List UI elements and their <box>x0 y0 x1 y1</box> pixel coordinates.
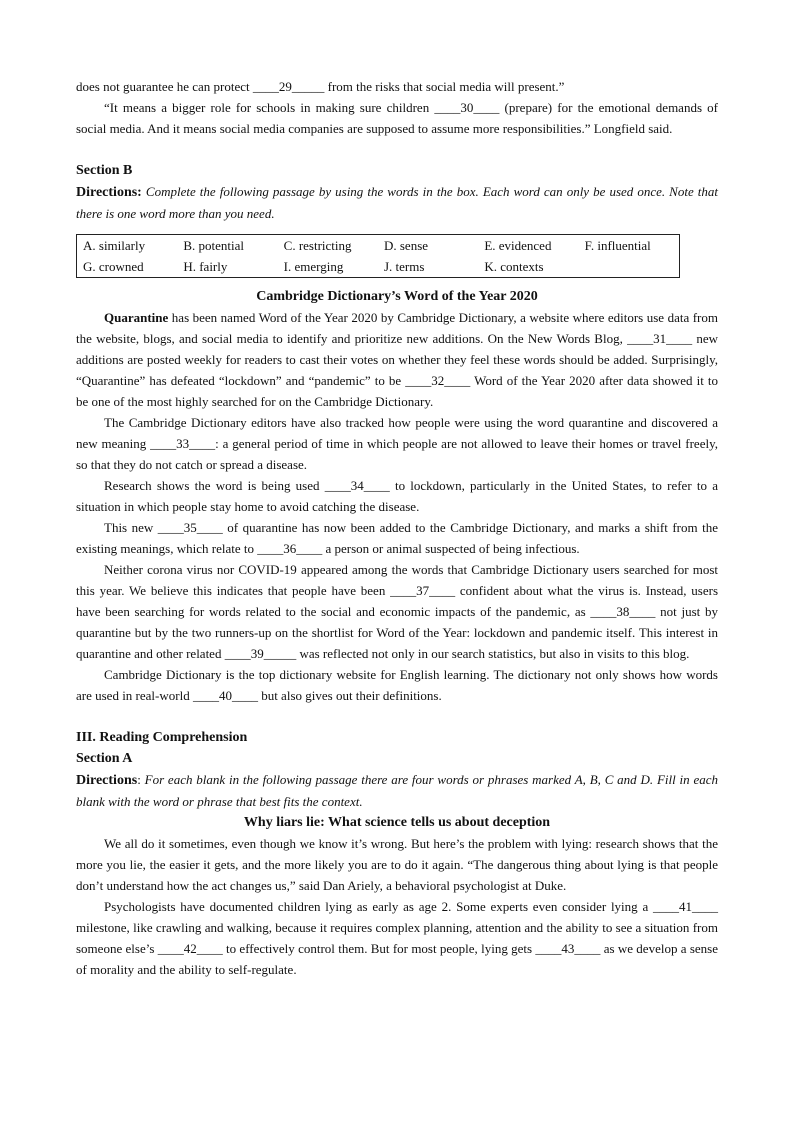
passage-paragraph-3: Research shows the word is being used ____34____ to lockdown, particularly in the United States, to refer to a situation in which people stay home to avoid catching the disease. <box>76 478 718 514</box>
reading-title: Why liars lie: What science tells us about deception <box>243 815 551 830</box>
top-paragraph-2: “It means a bigger role for schools in making sure children ____30____ (prepare) for the emotional demands of social media. And it means social media companies are supposed to assume more responsibilities.” Longfield said. <box>76 100 718 136</box>
word-option-g: G. crowned <box>83 259 144 274</box>
passage-paragraph-1-text: has been named Word of the Year 2020 by Cambridge Dictionary, a website where editors use data from the website, blogs, and social media to identify and prioritize new additions. On the New Words Blog, ____31____ new additions are posted weekly for readers to cast their votes on whether they feel these words should be added. Surprisingly, “Quarantine” has defeated “lockdown” and “pandemic” to be ____32____ Word of the Year 2020 after data showed it to be one of the most highly searched for on the Cambridge Dictionary. <box>76 310 718 409</box>
reading-directions-colon: : <box>137 772 145 787</box>
word-option-e: E. evidenced <box>484 238 552 253</box>
directions-label: Directions: <box>76 185 142 200</box>
passage-paragraph-2: The Cambridge Dictionary editors have also tracked how people were using the word quarantine and discovered a new meaning ____33____: a general period of time in which people are not allowed to leave their homes or travel freely, so that they do not catch or spread a disease. <box>76 415 718 472</box>
reading-section-a: Section A <box>76 751 133 766</box>
reading-directions <box>76 769 718 812</box>
keyword-quarantine: Quarantine <box>104 310 169 325</box>
word-option-a: A. similarly <box>83 238 146 253</box>
word-option-h: H. fairly <box>183 259 228 274</box>
word-option-i: I. emerging <box>283 259 344 274</box>
passage-paragraph-6: Cambridge Dictionary is the top dictionary website for English learning. The dictionary not only shows how words are used in real-world ____40____ but also gives out their definitions. <box>76 667 718 703</box>
reading-heading: III. Reading Comprehension <box>76 730 248 745</box>
section-b-heading: Section B <box>76 163 133 178</box>
reading-directions-text: For each blank in the following passage there are four words or phrases marked A, B, C and D. Fill in each blank with the word or phrase that best fits the context. <box>76 772 718 809</box>
word-option-k: K. contexts <box>484 259 544 274</box>
passage-paragraph-1 <box>76 307 718 412</box>
word-option-j: J. terms <box>383 259 425 274</box>
passage-paragraph-4: This new ____35____ of quarantine has now been added to the Cambridge Dictionary, and marks a shift from the existing meanings, which relate to ____36____ a person or animal suspected of being infectious. <box>76 520 718 556</box>
directions-text: Complete the following passage by using the words in the box. Each word can only be used once. Note that there is one word more than you need. <box>76 184 719 221</box>
word-option-b: B. potential <box>183 238 244 253</box>
word-box-row-1 <box>77 235 679 256</box>
top-paragraph-1: does not guarantee he can protect ____29_____ from the risks that social media will present.” <box>76 79 565 94</box>
document-page <box>76 76 718 980</box>
reading-directions-label: Directions <box>76 773 138 788</box>
passage-title: Cambridge Dictionary’s Word of the Year 2020 <box>256 289 538 304</box>
word-option-d: D. sense <box>383 238 429 253</box>
section-b-directions <box>76 181 718 224</box>
reading-paragraph-2: Psychologists have documented children lying as early as age 2. Some experts even consider lying a ____41____ milestone, like crawling and walking, because it requires complex planning, attention and the ability to see a situation from someone else’s ____42____ to effectively control them. But for most people, lying gets ____43____ as we develop a sense of morality and the ability to self-regulate. <box>76 899 718 977</box>
word-box-row-2 <box>77 256 679 277</box>
passage-paragraph-5: Neither corona virus nor COVID-19 appeared among the words that Cambridge Dictionary users searched for most this year. We believe this indicates that people have been ____37____ confident about what the virus is. Instead, users have been searching for words related to the social and economic impacts of the pandemic, as ____38____ not just by quarantine but by the two runners-up on the shortlist for Word of the Year: lockdown and pandemic itself. This interest in quarantine and other related ____39_____ was reflected not only in our search statistics, but also in visits to this blog. <box>76 562 718 661</box>
word-box <box>76 234 680 278</box>
word-option-empty <box>579 256 679 277</box>
word-option-f: F. influential <box>584 238 651 253</box>
reading-paragraph-1: We all do it sometimes, even though we know it’s wrong. But here’s the problem with lying: research shows that the more you lie, the easier it gets, and the more likely you are to do it again. “The dangerous thing about lying is that people don’t understand how the act changes us,” said Dan Ariely, a behavioral psychologist at Duke. <box>76 836 718 893</box>
word-option-c: C. restricting <box>283 238 352 253</box>
